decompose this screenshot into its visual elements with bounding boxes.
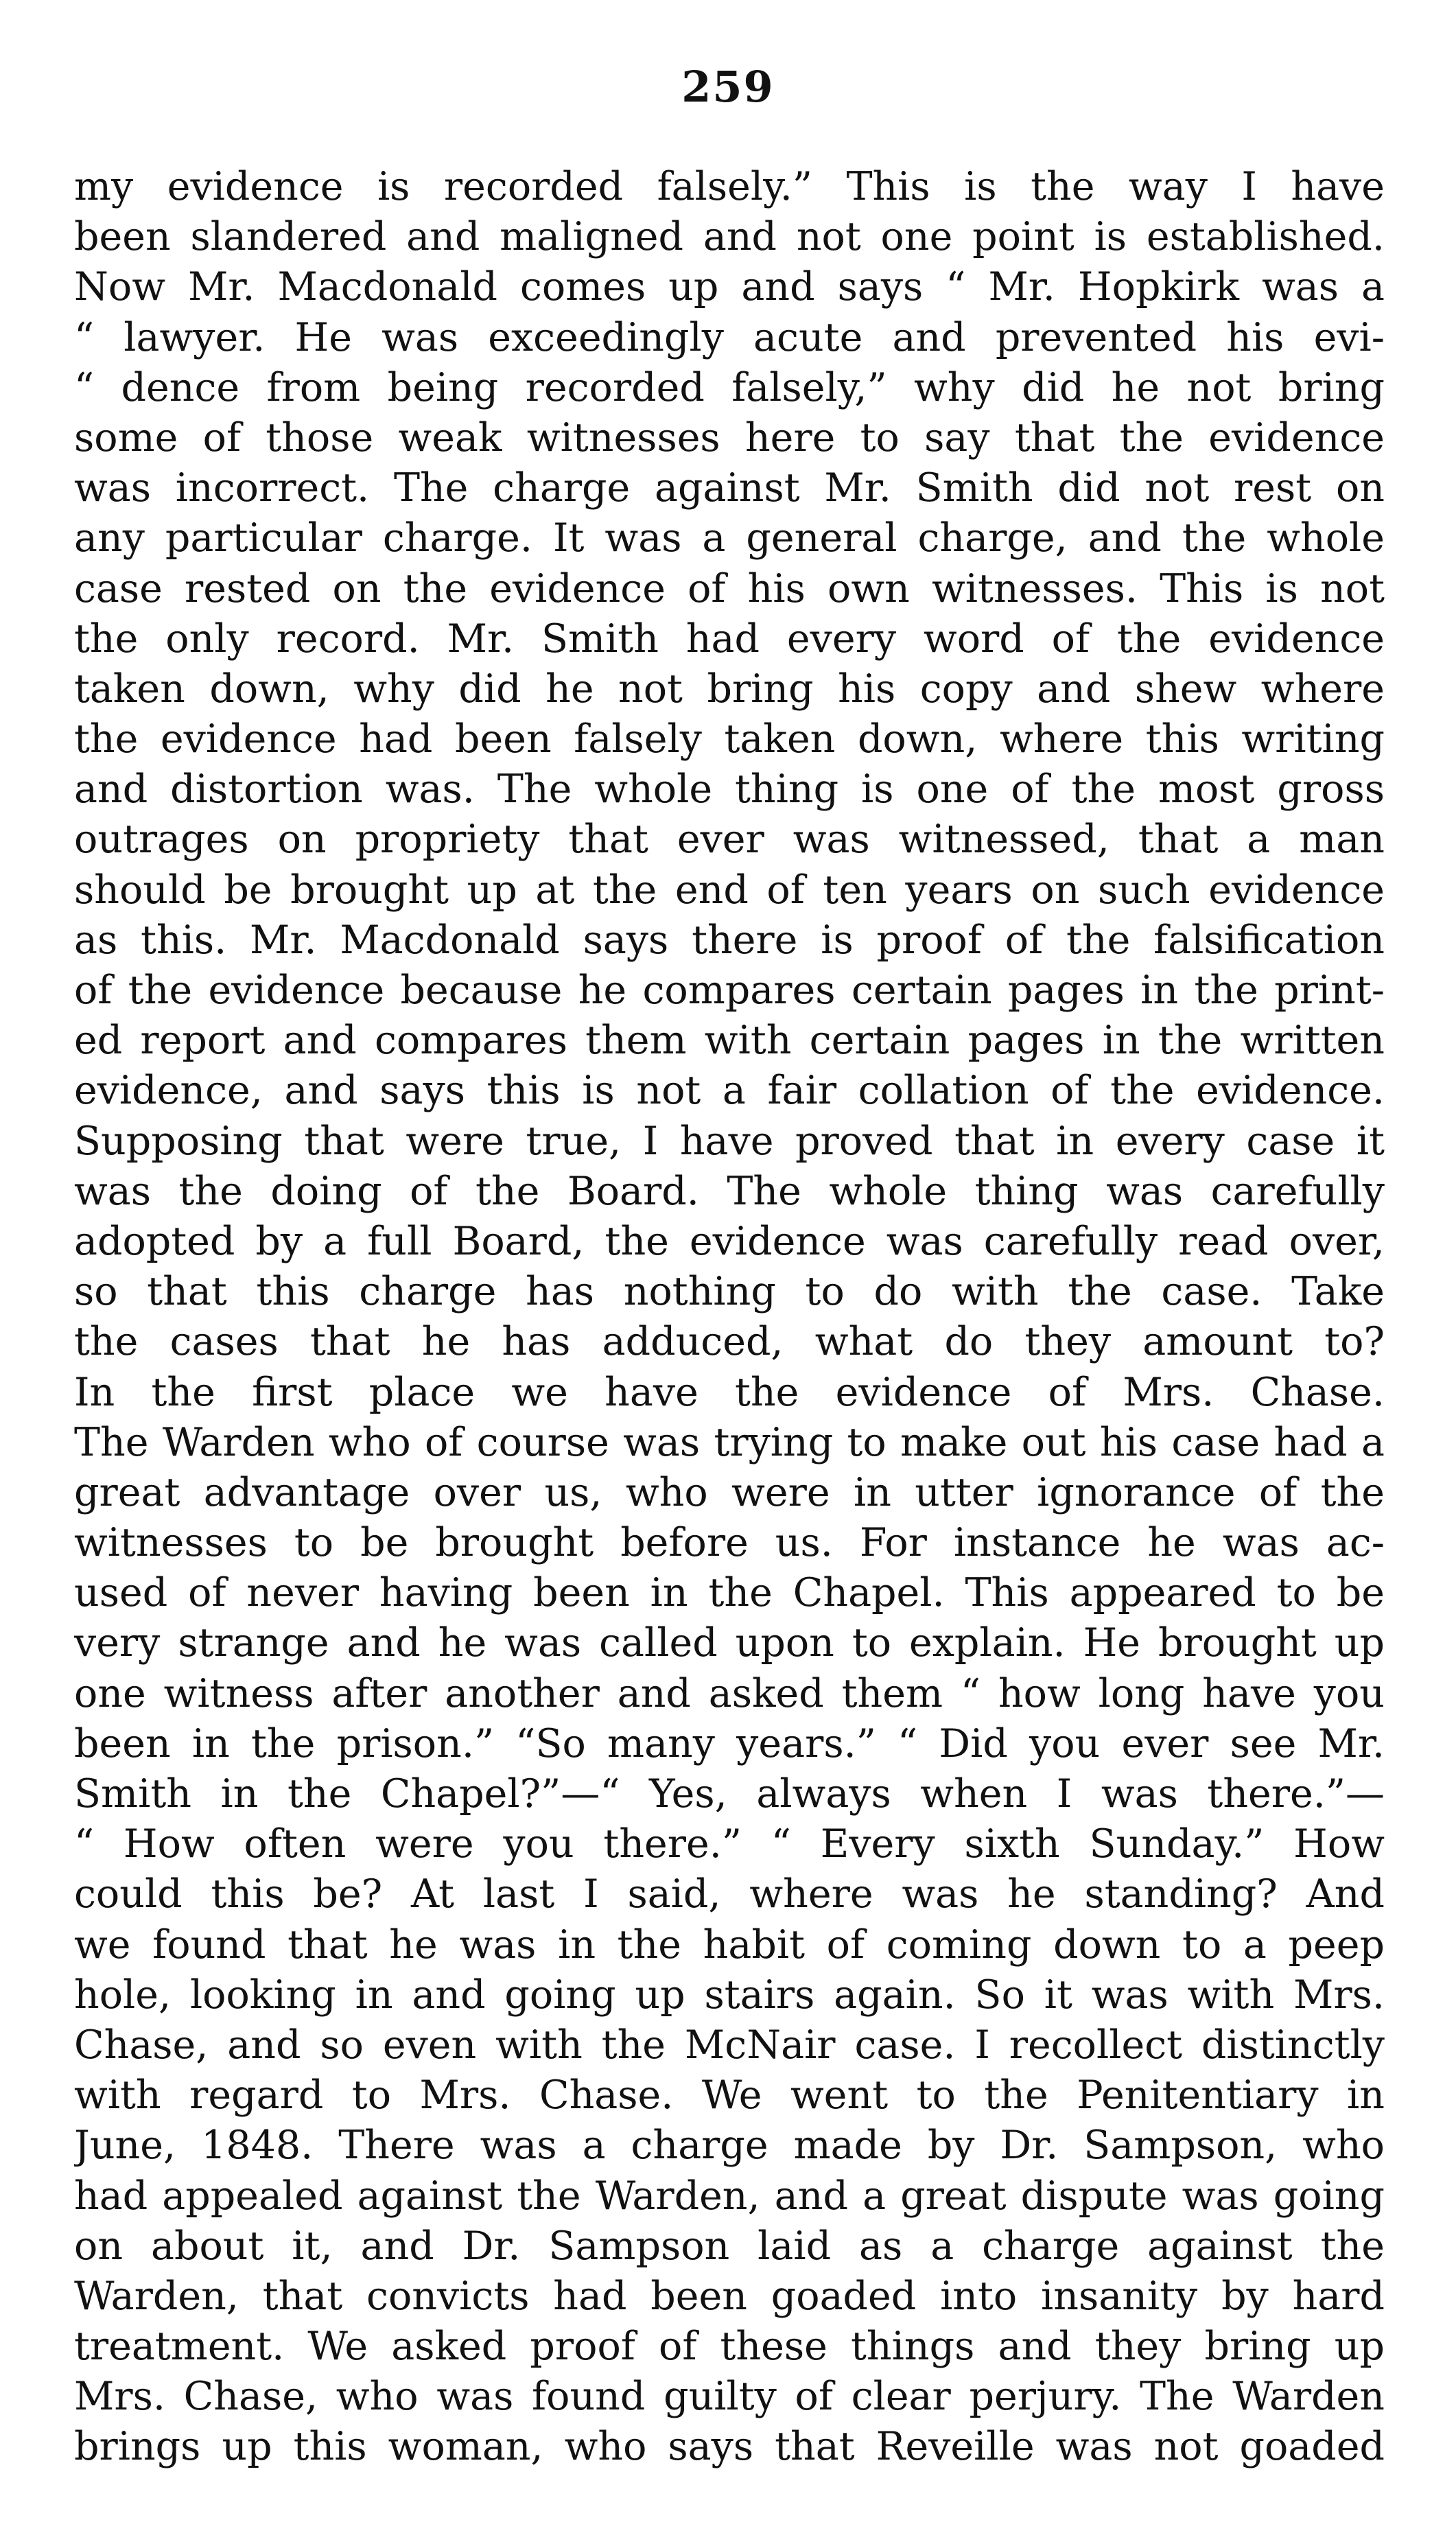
text-line: any particular charge. It was a general charge, and the whole — [74, 515, 1385, 561]
text-line: June, 1848. There was a charge made by Dr. Sampson, who — [74, 2123, 1385, 2169]
text-line: case rested on the evidence of his own witnesses. This is not — [74, 565, 1385, 611]
text-line: taken down, why did he not bring his copy and shew where — [74, 666, 1385, 712]
text-line: been slandered and maligned and not one point is established. — [74, 214, 1385, 260]
text-line: Warden, that convicts had been goaded into insanity by hard — [74, 2273, 1385, 2319]
text-line: could this be? At last I said, where was he standing? And — [74, 1871, 1385, 1917]
text-line: with regard to Mrs. Chase. We went to the Penitentiary in — [74, 2073, 1385, 2119]
text-line: the only record. Mr. Smith had every word of the evidence — [74, 616, 1385, 662]
text-line: we found that he was in the habit of coming down to a peep — [74, 1922, 1385, 1968]
text-line: evidence, and says this is not a fair collation of the evidence. — [74, 1068, 1385, 1114]
text-line: should be brought up at the end of ten years on such evidence — [74, 867, 1385, 913]
text-line: In the first place we have the evidence of Mrs. Chase. — [74, 1369, 1385, 1415]
text-line: my evidence is recorded falsely.” This is the way I have — [74, 164, 1385, 209]
text-line: “ lawyer. He was exceedingly acute and prevented his evi- — [74, 314, 1385, 360]
text-line: Now Mr. Macdonald comes up and says “ Mr. Hopkirk was a — [74, 264, 1385, 310]
text-line: some of those weak witnesses here to say that the evidence — [74, 415, 1385, 460]
text-line: Supposing that were true, I have proved that in every case it — [74, 1118, 1385, 1164]
text-line: “ dence from being recorded falsely,” why did he not bring — [74, 364, 1385, 410]
text-line: treatment. We asked proof of these things and they bring up — [74, 2324, 1385, 2370]
text-line: Mrs. Chase, who was found guilty of clear perjury. The Warden — [74, 2374, 1385, 2420]
text-line: and distortion was. The whole thing is one of the most gross — [74, 767, 1385, 813]
body-text — [74, 162, 1385, 2473]
text-line: The Warden who of course was trying to make out his case had a — [74, 1419, 1385, 1465]
text-line: Smith in the Chapel?”—“ Yes, always when I was there.”— — [74, 1771, 1385, 1817]
text-line: used of never having been in the Chapel. This appeared to be — [74, 1570, 1385, 1616]
text-line: of the evidence because he compares certain pages in the print- — [74, 968, 1385, 1013]
text-line: very strange and he was called upon to explain. He brought up — [74, 1620, 1385, 1666]
text-line: Chase, and so even with the McNair case. I recollect distinctly — [74, 2022, 1385, 2068]
text-line: one witness after another and asked them “ how long have you — [74, 1670, 1385, 1716]
text-line: “ How often were you there.” “ Every sixth Sunday.” How — [74, 1821, 1385, 1867]
text-line: so that this charge has nothing to do with the case. Take — [74, 1269, 1385, 1315]
text-line: the cases that he has adduced, what do they amount to? — [74, 1319, 1385, 1365]
text-line: was the doing of the Board. The whole thing was carefully — [74, 1168, 1385, 1214]
page-number: 259 — [681, 62, 775, 112]
text-line: was incorrect. The charge against Mr. Smith did not rest on — [74, 465, 1385, 511]
text-line: as this. Mr. Macdonald says there is proof of the falsification — [74, 917, 1385, 963]
text-line: brings up this woman, who says that Reveille was not goaded — [74, 2424, 1385, 2470]
text-line: hole, looking in and going up stairs again. So it was with Mrs. — [74, 1972, 1385, 2018]
text-line: adopted by a full Board, the evidence was carefully read over, — [74, 1218, 1385, 1264]
text-line: outrages on propriety that ever was witnessed, that a man — [74, 817, 1385, 863]
text-line: ed report and compares them with certain pages in the written — [74, 1018, 1385, 1064]
text-line: great advantage over us, who were in utter ignorance of the — [74, 1469, 1385, 1515]
text-line: witnesses to be brought before us. For instance he was ac- — [74, 1520, 1385, 1566]
text-line: the evidence had been falsely taken down, where this writing — [74, 716, 1385, 762]
text-line: been in the prison.” “So many years.” “ Did you ever see Mr. — [74, 1720, 1385, 1766]
text-line: on about it, and Dr. Sampson laid as a charge against the — [74, 2223, 1385, 2269]
text-line: had appealed against the Warden, and a great dispute was going — [74, 2173, 1385, 2219]
